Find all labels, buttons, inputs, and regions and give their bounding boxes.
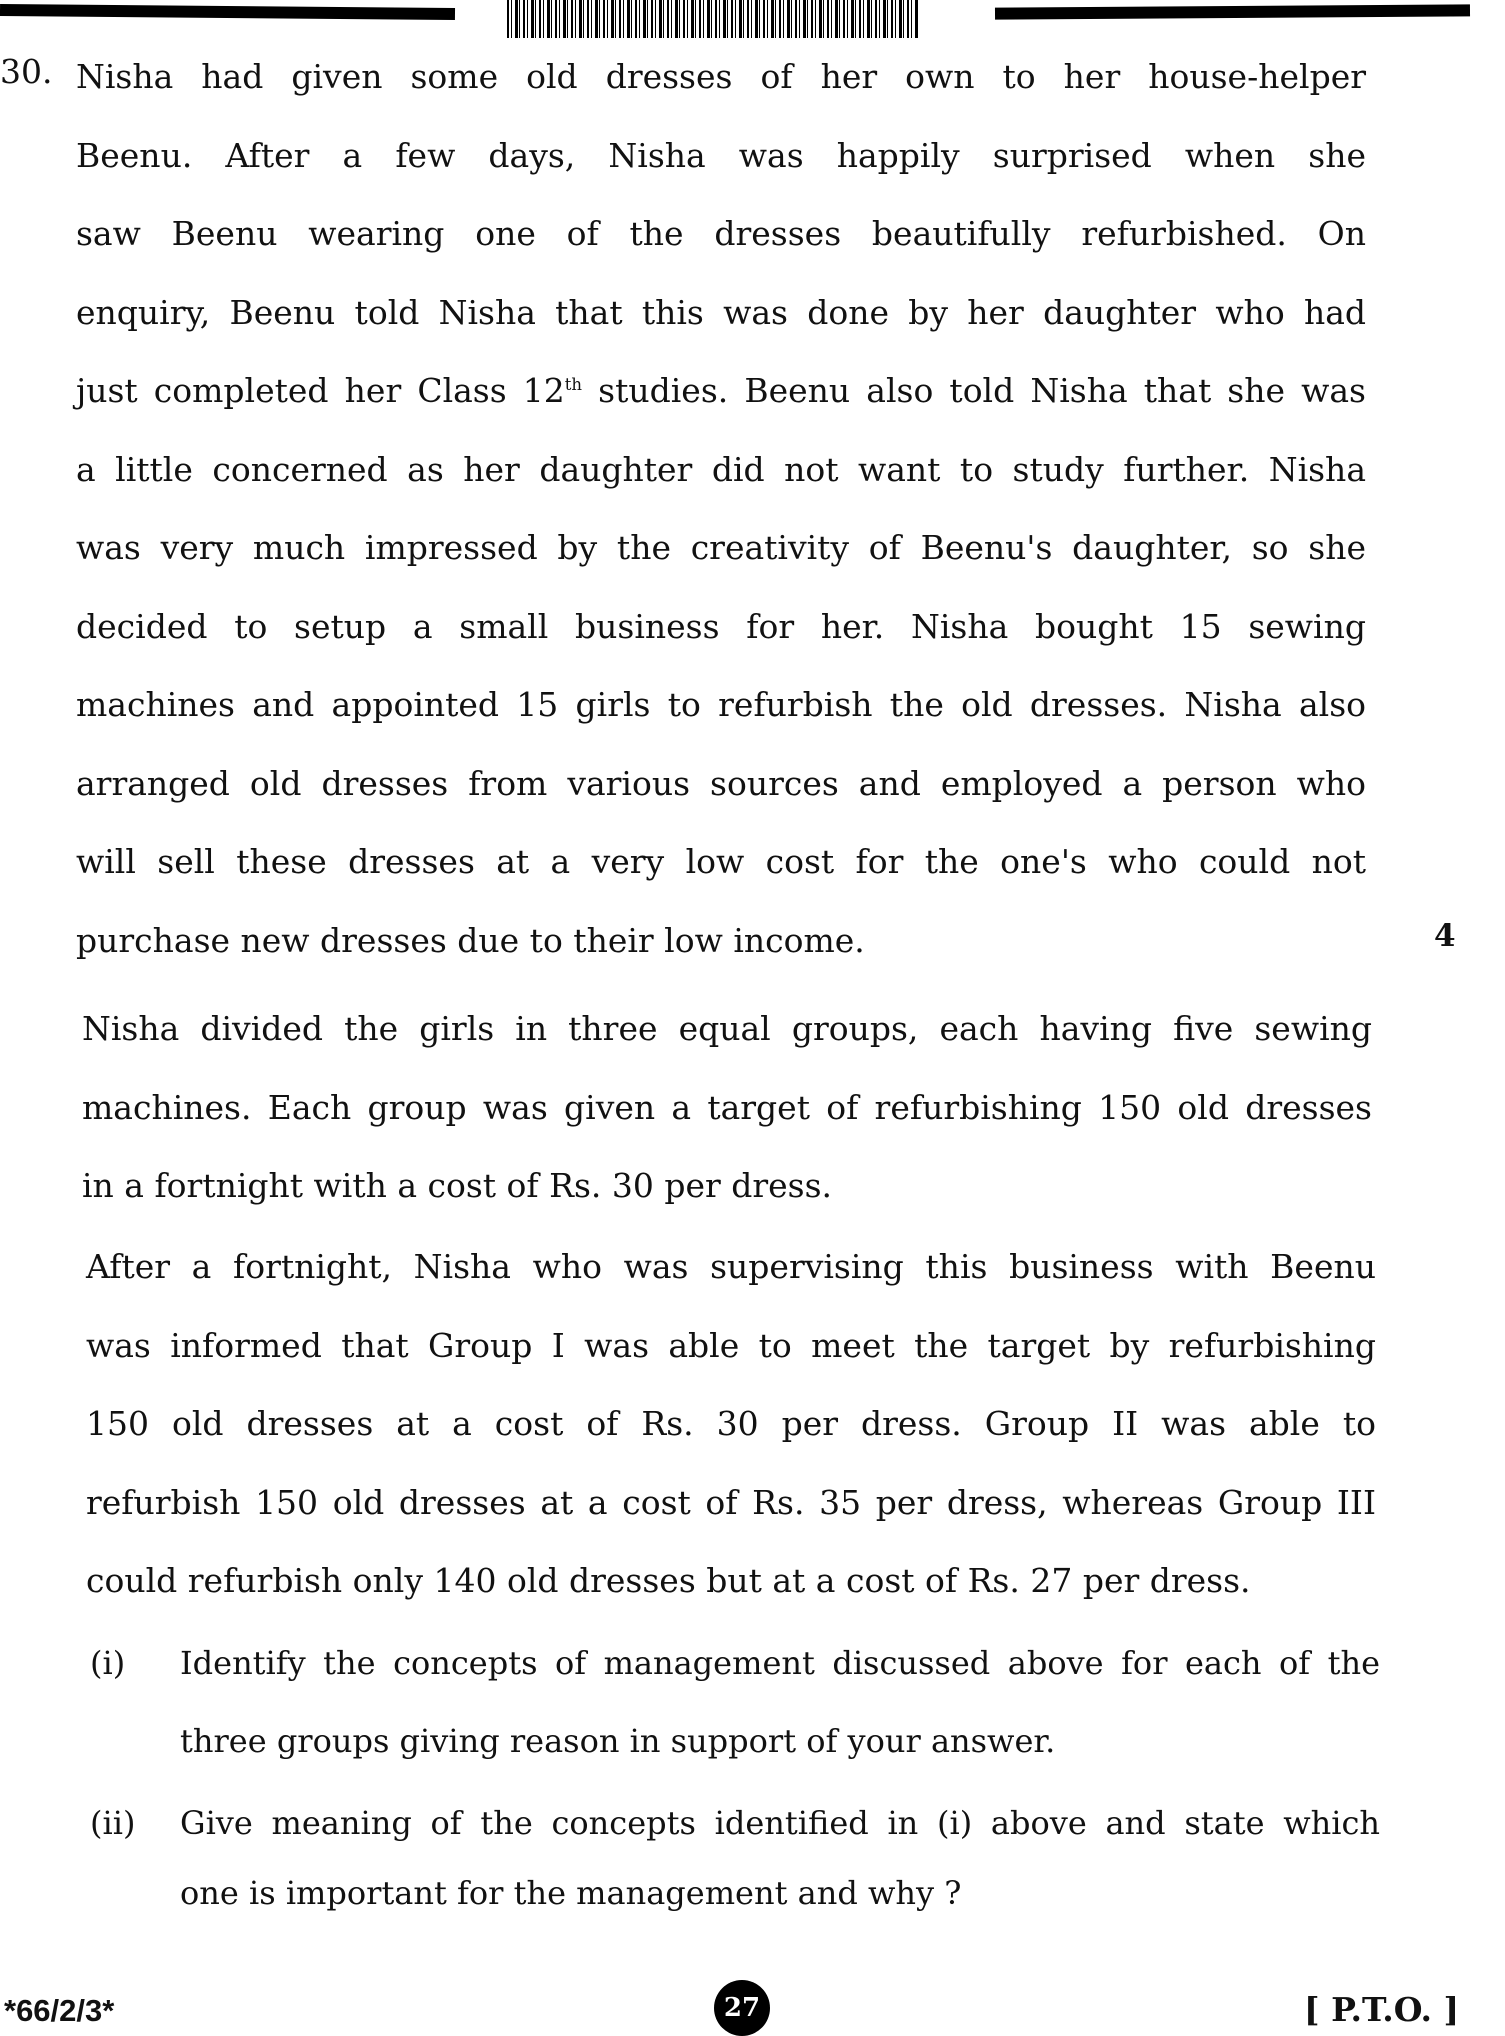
page-number-badge [714,1980,770,2036]
barcode-icon [507,0,919,38]
text-line: decided to setup a small business for her. Nisha bought 15 sewing [76,606,1366,646]
sub-question-label: (ii) [90,1804,136,1842]
text-line: 150 old dresses at a cost of Rs. 30 per dress. Group II was able to [86,1404,1376,1443]
text-line: refurbish 150 old dresses at a cost of Rs. 35 per dress, whereas Group III [86,1482,1376,1522]
text-line: Give meaning of the concepts identified in (i) above and state which [180,1804,1380,1842]
text-line: saw Beenu wearing one of the dresses beautifully refurbished. On [76,214,1366,253]
question-paragraph-1 [76,38,1366,980]
text-line: machines and appointed 15 girls to refurbish the old dresses. Nisha also [76,685,1366,724]
text-line: in a fortnight with a cost of Rs. 30 per dress. [82,1166,833,1205]
text-segment: just completed her Class 12 [76,371,565,410]
sub-question-label: (i) [90,1644,126,1682]
text-line: could refurbish only 140 old dresses but at a cost of Rs. 27 per dress. [86,1561,1251,1600]
page-number: 27 [723,1993,761,2023]
text-line: Nisha had given some old dresses of her own to her house-helper [76,57,1366,96]
question-paragraph-3 [86,1228,1376,1621]
question-paragraph-2 [82,990,1372,1226]
text-line: Beenu. After a few days, Nisha was happily surprised when she [76,135,1366,175]
text-line: one is important for the management and why ? [180,1874,962,1912]
marks-value: 4 [1434,918,1456,954]
please-turn-over: [ P.T.O. ] [1304,1990,1460,2029]
text-line: three groups giving reason in support of your answer. [180,1722,1056,1760]
question-number: 30. [0,52,53,91]
text-line: arranged old dresses from various sources and employed a person who [76,763,1366,803]
paper-code: *66/2/3* [4,1993,115,2028]
text-line: After a fortnight, Nisha who was supervising this business with Beenu [86,1247,1376,1286]
superscript: th [564,375,583,394]
text-line [76,352,1366,431]
text-segment: studies. Beenu also told Nisha that she was [582,371,1366,410]
text-line: will sell these dresses at a very low cost for the one's who could not [76,842,1366,881]
header-rule-left [0,4,455,20]
text-line: Identify the concepts of management discussed above for each of the [180,1644,1380,1682]
text-line: was informed that Group I was able to meet the target by refurbishing [86,1325,1376,1365]
text-line: purchase new dresses due to their low income. [76,920,865,960]
header-rule-right [995,4,1470,19]
text-line: a little concerned as her daughter did not want to study further. Nisha [76,449,1366,489]
text-line: machines. Each group was given a target of refurbishing 150 old dresses [82,1087,1372,1127]
text-line: was very much impressed by the creativity of Beenu's daughter, so she [76,528,1366,567]
text-line: enquiry, Beenu told Nisha that this was done by her daughter who had [76,292,1366,332]
text-line: Nisha divided the girls in three equal groups, each having five sewing [82,1009,1372,1048]
